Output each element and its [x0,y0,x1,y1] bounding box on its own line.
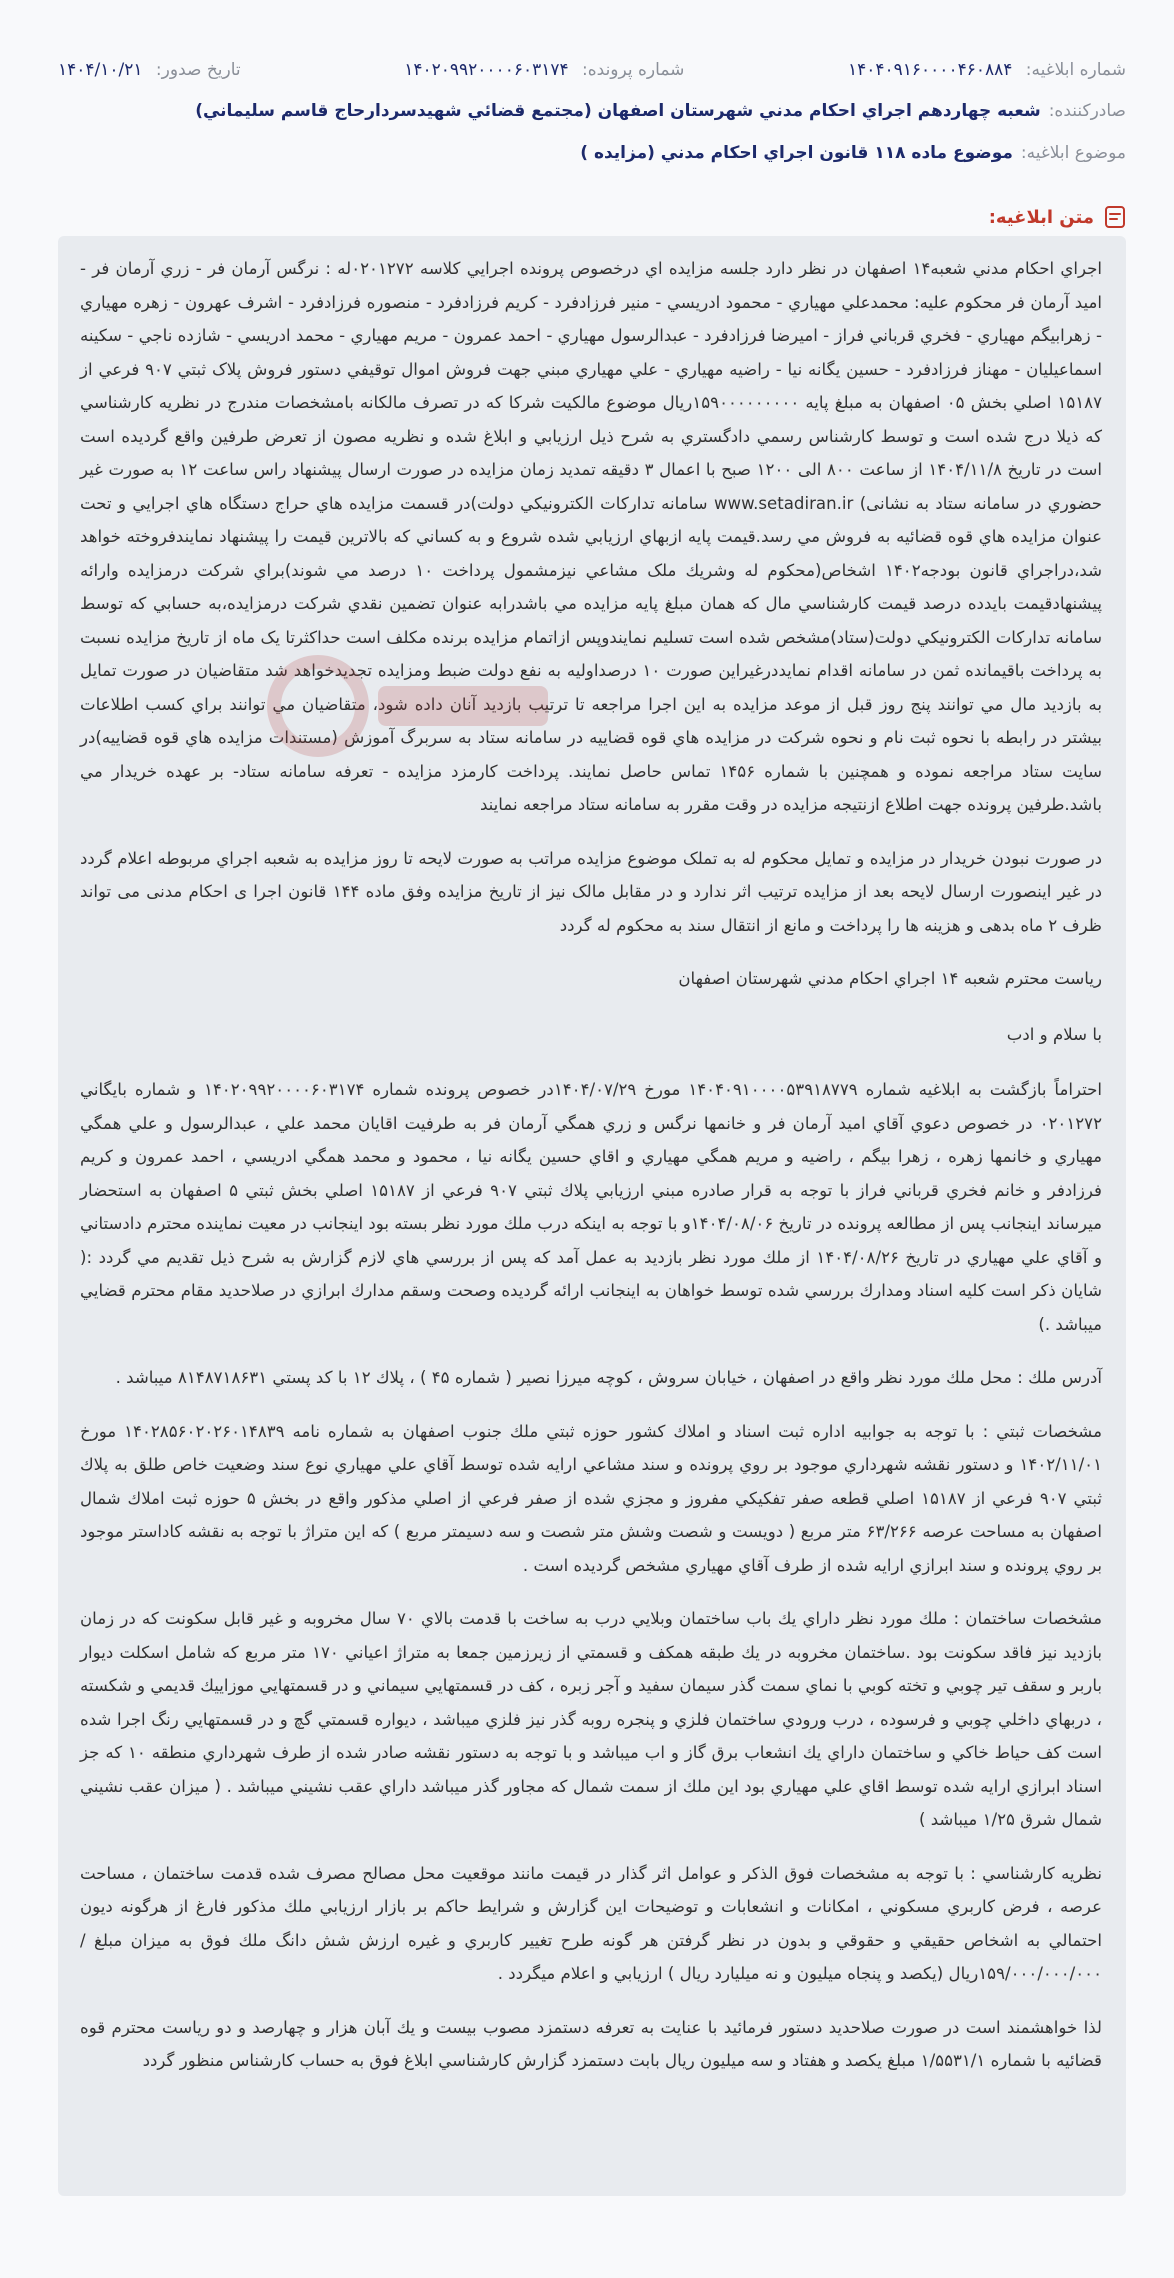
issue-date [58,60,241,80]
subject-line [58,132,1126,174]
notice-number-value: ۱۴۰۴۰۹۱۶۰۰۰۰۴۶۰۸۸۴ [848,60,1013,80]
body-paragraph-auction: اجراي احكام مدني شعبه۱۴ اصفهان در نظر دارد جلسه مزايده اي درخصوص پرونده اجرايي كلاسه ۰۲۰۱۲۷۲له : نرگس آرمان فر - زري آرمان فر - اميد آرمان فر محکوم عليه: محمدعلي مهياري - محمود ادريسي - منير فرزادفرد - كريم فرزادفرد - منصوره فرزادفرد - اشرف عهرون - زهره مهياري - زهرابيگم مهياري - فخري قرباني فراز - اميرضا فرزادفرد - عبدالرسول مهياري - احمد عمرون - مريم مهياري - محمد ادريسي - شازده ناجي - سكينه اسماعيليان - مهناز فرزادفرد - حسين يگانه نيا - راضيه مهياري - علي مهياري مبني جهت فروش اموال توقيفي دستور فروش پلاک ثبتي ۹۰۷ فرعي از ۱۵۱۸۷ اصلي بخش ۰۵ اصفهان به مبلغ پايه ۱۵۹۰۰۰۰۰۰۰۰۰ريال موضوع مالكيت شركا كه در تصرف مالكانه بامشخصات مندرج در نظريه كارشناسي كه ذيلا درج شده است و توسط كارشناس رسمي دادگستري به شرح ذيل ارزيابي و ابلاغ شده و نظريه مصون از تعرض طرفين واقع گرديده است است در تاريخ ۱۴۰۴/۱۱/۸ از ساعت ۸۰۰ الی ۱۲۰۰ صبح با اعمال ۳ دقيقه تمديد زمان مزايده در صورت ارسال پيشنهاد راس ساعت ۱۲ به صورت غير حضوري در سامانه ستاد به نشانی) www.setadiran.ir سامانه تداركات الكترونيكي دولت)در قسمت مزايده هاي حراج دستگاه هاي اجرايي و تحت عنوان مزايده هاي قوه قضائيه به فروش مي رسد.قيمت پايه ازبهاي ارزيابي شده شروع و به كساني كه بالاترين قيمت را پيشنهاد نمايندفروخته خواهد شد،دراجراي قانون بودجه۱۴۰۲ اشخاص(محكوم له وشريك ملک مشاعي نيزمشمول پرداخت ۱۰ درصد مي شوند)براي شركت درمزايده وارائه پيشنهادقيمت بايدده درصد قيمت كارشناسي مال كه همان مبلغ پايه مزايده مي باشدرابه عنوان تضمين نقدي شركت درمزايده،به حسابي كه توسط سامانه تداركات الكترونيكي دولت(ستاد)مشخص شده است تسليم نمايندوپس ازاتمام مزايده برنده مكلف است حداكثرتا يک ماه از تاريخ مزايده نسبت به پرداخت باقيمانده ثمن در سامانه اقدام نمايددرغيراين صورت ۱۰ درصداوليه به نفع دولت ضبط ومزايده تجديدخواهد شد متقاضيان در صورت تمايل به بازديد مال مي توانند پنج روز قبل از موعد مزايده به اين اجرا مراجعه تا ترتيب بازديد آنان داده شود، متقاضيان مي توانند براي كسب اطلاعات بيشتر در رابطه با نحوه ثبت نام و نحوه شركت در مزايده هاي قوه قضاييه در سامانه ستاد به سربرگ آموزش (مستندات مزايده هاي قوه قضاييه)در سايت ستاد مراجعه نموده و همچنين با شماره ۱۴۵۶ تماس حاصل نمايند. پرداخت كارمزد مزايده - تعرفه سامانه ستاد- بر عهده خريدار مي باشد.طرفين پرونده جهت اطلاع ازنتيجه مزايده در وقت مقرر به سامانه ستاد مراجعه نمايند [80,259,1103,814]
notice-number [848,60,1126,80]
body-paragraph-report-intro: احتراماً بازگشت به ابلاغيه شماره ۱۴۰۴۰۹۱۰۰۰۰۵۳۹۱۸۷۷۹ مورخ ۱۴۰۴/۰۷/۲۹در خصوص پرونده شماره ۱۴۰۲۰۹۹۲۰۰۰۰۶۰۳۱۷۴ و شماره بايگاني ۰۲۰۱۲۷۲ در خصوص دعوي آقاي اميد آرمان فر و خانمها نرگس و زري همگي آرمان فر به طرفيت اقايان محمد علي ، عبدالرسول و علي همگي مهياري و خانمها زهره ، زهرا بيگم ، راضيه و مريم همگي مهياري و اقاي حسين يگانه نيا ، محمود و محمد همگي ادريسي ، احمد عمرون و كريم فرزادفر و خانم فخري قرباني فراز با توجه به قرار صادره مبني ارزيابي پلاك ثبتي ۹۰۷ فرعي از ۱۵۱۸۷ اصلي بخش ثبتي ۵ اصفهان به استحضار ميرساند اينجانب پس از مطالعه پرونده در تاريخ ۱۴۰۴/۰۸/۰۶و با توجه به اينكه درب ملك مورد نظر بسته بود اينجانب در معيت نماينده محترم دادستاني و آقاي علي مهياري در تاريخ ۱۴۰۴/۰۸/۲۶ از ملك مورد نظر بازديد به عمل آمد كه پس از بررسي هاي لازم گزارش به شرح ذيل تقديم مي گردد :( شايان ذكر است كليه اسناد ومدارك بررسي شده توسط خواهان به اينجانب ارائه گرديده وصحت وسقم مدارك ابرازي در صلاحديد مقام محترم قضايي ميباشد .) [80,1080,1103,1334]
case-number-label: شماره پرونده: [582,60,685,80]
case-number [404,60,684,80]
body-paragraph-addressee: رياست محترم شعبه ۱۴ اجراي احكام مدني شهرستان اصفهان [678,969,1102,988]
issuer-value: شعبه چهاردهم اجراي احكام مدني شهرستان اصفهان (مجتمع قضائي شهيدسردارحاج قاسم سليماني) [195,101,1041,121]
meta-row [58,50,1126,90]
body-paragraph-valuation: نظريه كارشناسي : با توجه به مشخصات فوق الذكر و عوامل اثر گذار در قيمت مانند موقعيت محل مصالح مصرف شده قدمت ساختمان ، مساحت عرصه ، فرض كاربري مسكوني ، امكانات و انشعابات و توضيحات اين گزارش و شرايط حاكم بر بازار ارزيابي ملك مذكور فارغ از هرگونه ديون احتمالي به اشخاص حقيقي و حقوقي و بدون در نظر گرفتن هر گونه طرح تغيير كاربري و غيره ارزش شش دانگ ملك فوق به ميزان مبلغ /۱۵۹/۰۰۰/۰۰۰/۰۰۰ريال (يكصد و پنجاه ميليون و نه ميليارد ريال ) ارزيابي و اعلام ميگردد . [80,1863,1102,1983]
issue-date-label: تاريخ صدور: [155,60,241,80]
issuer-line [58,90,1126,132]
issuer-label: صادرکننده: [1048,101,1126,121]
issue-date-value: ۱۴۰۴/۱۰/۲۱ [58,60,143,80]
section-title: متن ابلاغيه: [988,206,1094,228]
body-paragraph-greeting: با سلام و ادب [1006,1024,1102,1044]
body-paragraph-registration: مشخصات ثبتي : با توجه به جوابيه اداره ثبت اسناد و املاك كشور حوزه ثبتي ملك جنوب اصفهان به شماره نامه ۱۴۰۲۸۵۶۰۲۰۲۶۰۱۴۸۳۹ مورخ ۱۴۰۲/۱۱/۰۱ و دستور نقشه شهرداري موجود بر روي پرونده و سند مشاعي ارايه شده توسط آقاي علي مهياري نوع سند وضعيت خاص طلق به پلاك ثبتي ۹۰۷ فرعي از ۱۵۱۸۷ اصلي قطعه صفر تفكيكي مفروز و مجزي شده از صفر فرعي از اصلي مذكور واقع در بخش ۵ حوزه ثبت املاك شمال اصفهان به مساحت عرصه ۶۳/۲۶۶ متر مربع ( دويست و شصت وشش متر شصت و سه دسيمتر مربع ) كه اين متراژ با توجه به نقشه كاداستر موجود بر روي پرونده و سند ابرازي ارايه شده از طرف آقاي مهياري مشخص گرديده است . [80,1421,1102,1575]
section-header [58,196,1126,238]
document-icon [1104,205,1126,229]
subject-label: موضوع ابلاغيه: [1020,143,1126,163]
body-paragraph-address: آدرس ملك : محل ملك مورد نظر واقع در اصفهان ، خيابان سروش ، كوچه ميرزا نصير ( شماره ۴۵ ) ، پلاك ۱۲ با كد پستي ۸۱۴۸۷۱۸۶۳۱ ميباشد . [115,1368,1102,1387]
body-paragraph-building: مشخصات ساختمان : ملك مورد نظر داراي يك باب ساختمان وبلايي درب به ساخت با قدمت بالاي ۷۰ سال مخروبه و غير قابل سكونت كه در زمان بازديد نيز فاقد سكونت بود .ساختمان مخروبه در يك طبقه همكف و قسمتي از زيرزمين جمعا به متراژ اعياني ۱۷۰ متر مربع كه شامل اسكلت ديوار باربر و سقف تير چوبي و تخته كوبي با نماي سمت گذر سيمان سفيد و آجر زبره ، كف در قسمتهايي سيماني و در قسمتهايي موزاييك قديمي و شكسته ، دربهاي داخلي چوبي و فرسوده ، درب ورودي ساختمان فلزي و پنجره روبه گذر نيز فلزي ميباشد ، ديواره قسمتي گچ و در قسمتهايي رنگ اجرا شده است كف حياط خاكي و ساختمان داراي يك انشعاب برق گاز و اب ميباشد و با توجه به دستور نقشه صادر شده از طرف شهرداري منطقه ۱۰ كه جز اسناد ابرازي ارايه شده توسط اقاي علي مهياري بود اين ملك از سمت شمال كه مجاور گذر ميباشد داراي عقب نشيني ميباشد . ( ميزان عقب نشيني شمال شرق ۱/۲۵ ميباشد ) [80,1609,1102,1829]
body-paragraph-fee: لذا خواهشمند است در صورت صلاحديد دستور فرمائيد با عنايت به تعرفه دستمزد مصوب بيست و يك آبان هزار و چهارصد و دو رياست محترم قوه قضائيه با شماره ۱/۵۵۳۱/۱ مبلغ يكصد و هفتاد و سه ميليون ريال بابت دستمزد گزارش كارشناسي ابلاغ فوق به حساب كارشناس منظور گردد [80,2017,1102,2070]
subject-value: موضوع ماده ۱۱۸ قانون اجراي احكام مدني (مزايده ) [580,143,1013,163]
case-number-value: ۱۴۰۲۰۹۹۲۰۰۰۰۶۰۳۱۷۴ [404,60,569,80]
notice-body [58,236,1126,2196]
notice-number-label: شماره ابلاغيه: [1025,60,1126,80]
body-paragraph-creditor: در صورت نبودن خريدار در مزايده و تمايل محکوم له به تملک موضوع مزايده مراتب به صورت لايحه تا روز مزايده به شعبه اجراي مربوطه اعلام گردد در غير اينصورت ارسال لايحه بعد از مزايده ترتيب اثر ندارد و در مقابل مالک نيز از تاريخ مزايده وفق ماده ۱۴۴ قانون اجرا ی احکام مدنی می تواند ظرف ۲ ماه بدهی و هزينه ها را پرداخت و مانع از انتقال سند به محکوم له گردد [80,848,1102,935]
